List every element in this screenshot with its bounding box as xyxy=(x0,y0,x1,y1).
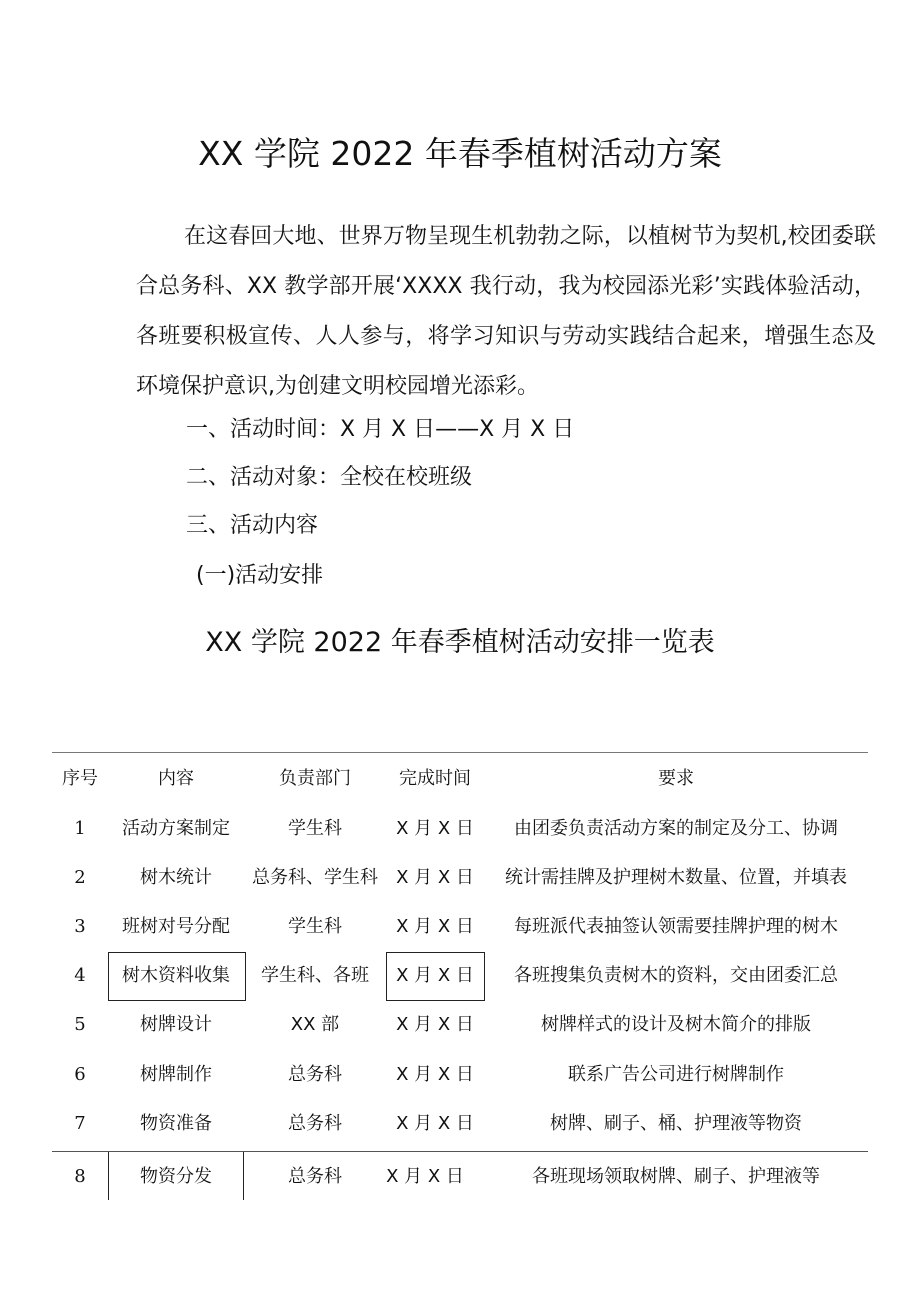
table-row xyxy=(0,1051,920,1099)
table-row xyxy=(0,903,920,951)
table-row xyxy=(0,854,920,902)
row-requirement: 树牌、刷子、桶、护理液等物资 xyxy=(550,1113,802,1134)
row-no: 8 xyxy=(74,1166,86,1187)
row-content: 活动方案制定 xyxy=(122,818,230,839)
row-content: 物资准备 xyxy=(140,1113,212,1134)
cell-border-content-row4 xyxy=(108,952,246,1001)
header-dept: 负责部门 xyxy=(279,768,351,789)
table-header-row xyxy=(0,755,920,803)
row-requirement: 统计需挂牌及护理树木数量、位置，并填表 xyxy=(505,867,847,888)
table-row-divider xyxy=(52,1151,868,1152)
column-divider-right xyxy=(243,1152,244,1200)
row-time: X 月 X 日 xyxy=(396,1113,474,1134)
subsection-activity-arrangement: (一)活动安排 xyxy=(196,563,324,588)
row-time: X 月 X 日 xyxy=(396,818,474,839)
row-no: 3 xyxy=(74,916,86,937)
table-row xyxy=(0,1153,920,1201)
row-dept: 总务科、学生科 xyxy=(252,867,378,888)
row-time: X 月 X 日 xyxy=(396,916,474,937)
row-dept: 总务科 xyxy=(288,1166,342,1187)
row-requirement: 由团委负责活动方案的制定及分工、协调 xyxy=(514,818,838,839)
row-dept: 总务科 xyxy=(288,1113,342,1134)
row-time: X 月 X 日 xyxy=(386,1166,464,1187)
row-dept: 学生科、各班 xyxy=(261,965,369,986)
table-top-rule xyxy=(52,752,868,753)
table-title: XX 学院 2022 年春季植树活动安排一览表 xyxy=(205,627,715,658)
row-dept: 学生科 xyxy=(288,916,342,937)
row-dept: 总务科 xyxy=(288,1064,342,1085)
row-requirement: 各班现场领取树牌、刷子、护理液等 xyxy=(532,1166,820,1187)
row-no: 4 xyxy=(74,965,86,986)
row-no: 1 xyxy=(74,818,86,839)
row-time: X 月 X 日 xyxy=(396,1064,474,1085)
row-requirement: 各班搜集负责树木的资料，交由团委汇总 xyxy=(514,965,838,986)
row-requirement: 每班派代表抽签认领需要挂牌护理的树木 xyxy=(514,916,838,937)
row-dept: XX 部 xyxy=(290,1014,340,1035)
table-row xyxy=(0,1001,920,1049)
row-no: 5 xyxy=(74,1014,86,1035)
row-dept: 学生科 xyxy=(288,818,342,839)
section-activity-target: 二、活动对象：全校在校班级 xyxy=(186,465,473,490)
header-no: 序号 xyxy=(62,768,98,789)
row-no: 7 xyxy=(74,1113,86,1134)
header-time: 完成时间 xyxy=(399,768,471,789)
row-content: 树木资料收集 xyxy=(122,965,230,986)
header-content: 内容 xyxy=(158,768,194,789)
row-content: 班树对号分配 xyxy=(122,916,230,937)
cell-border-time-row4 xyxy=(386,952,485,1001)
row-no: 2 xyxy=(74,867,86,888)
row-content: 树牌制作 xyxy=(140,1064,212,1085)
row-content: 树木统计 xyxy=(140,867,212,888)
column-divider-left xyxy=(108,1152,109,1200)
row-no: 6 xyxy=(74,1064,86,1085)
row-requirement: 树牌样式的设计及树木简介的排版 xyxy=(541,1014,811,1035)
row-content: 物资分发 xyxy=(140,1166,212,1187)
row-content: 树牌设计 xyxy=(140,1014,212,1035)
header-requirement: 要求 xyxy=(658,768,694,789)
table-row xyxy=(0,805,920,853)
row-requirement: 联系广告公司进行树牌制作 xyxy=(568,1064,784,1085)
row-time: X 月 X 日 xyxy=(396,867,474,888)
section-activity-time: 一、活动时间：X 月 X 日——X 月 X 日 xyxy=(186,417,575,442)
row-time: X 月 X 日 xyxy=(396,1014,474,1035)
row-time: X 月 X 日 xyxy=(396,965,474,986)
intro-paragraph: 在这春回大地、世界万物呈现生机勃勃之际，以植树节为契机,校团委联合总务科、XX 教学部开展‘XXXX 我行动，我为校园添光彩’实践体验活动，各班要积极宣传、人人参与，将学习知识与劳动实践结合起来，增强生态及环境保护意识,为创建文明校园增光添彩。 xyxy=(136,224,876,399)
document-title: XX 学院 2022 年春季植树活动方案 xyxy=(198,134,722,173)
table-row xyxy=(0,1100,920,1148)
section-activity-content: 三、活动内容 xyxy=(186,513,319,538)
